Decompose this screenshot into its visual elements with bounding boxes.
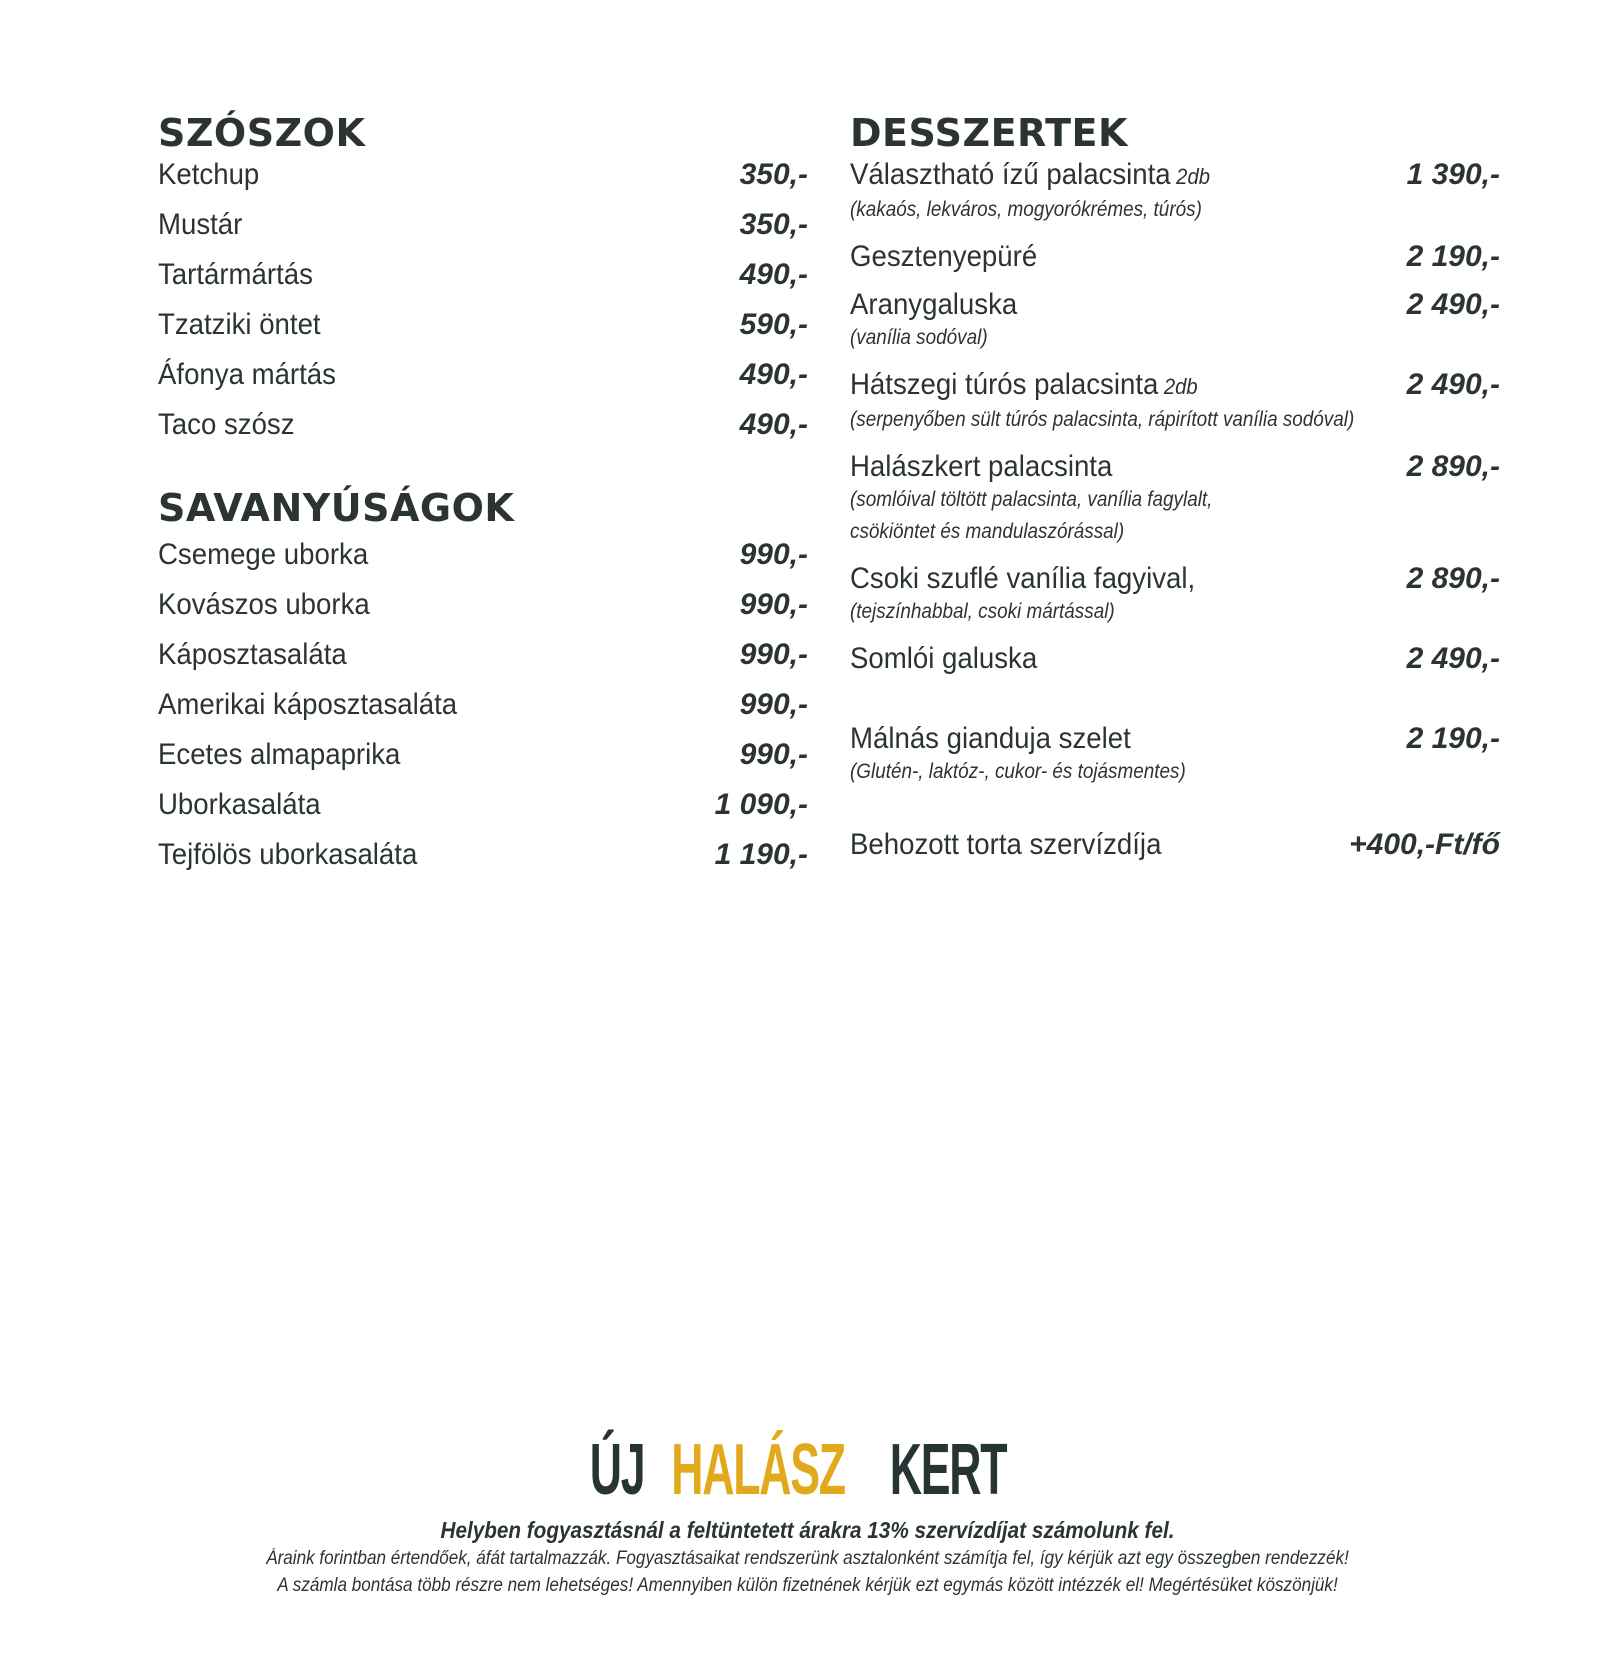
item-name: Tzatziki öntet <box>158 308 321 341</box>
item-price: 350,- <box>739 158 808 191</box>
item-price: 2 190,- <box>1406 722 1500 755</box>
menu-item <box>158 158 808 208</box>
item-name: Aranygaluska <box>850 288 1018 321</box>
sauces-heading: SZÓSZOK <box>158 111 366 155</box>
item-price: 1 090,- <box>714 788 808 821</box>
item-name: Málnás gianduja szelet <box>850 722 1131 755</box>
item-price: 2 890,- <box>1406 450 1500 483</box>
menu-item <box>850 158 1500 240</box>
item-price: 990,- <box>739 688 808 721</box>
item-note: (Glutén-, laktóz-, cukor- és tojásmentes) <box>850 760 1186 783</box>
right-column <box>850 108 1500 876</box>
menu-item <box>158 308 808 358</box>
item-price: 2 890,- <box>1406 562 1500 595</box>
logo-part-kert: KERT <box>889 1430 1006 1510</box>
item-note: (vanília sodóval) <box>850 326 988 349</box>
item-name: Amerikai káposztasaláta <box>158 688 458 721</box>
item-name: Kovászos uborka <box>158 588 370 621</box>
menu-item <box>158 588 808 638</box>
item-name: Halászkert palacsinta <box>850 450 1113 483</box>
pickles-list <box>158 538 808 888</box>
sauces-list <box>158 158 808 458</box>
item-price: 2 490,- <box>1406 368 1500 401</box>
item-price: 1 190,- <box>714 838 808 871</box>
menu-item <box>158 408 808 458</box>
item-note: (kakaós, lekváros, mogyorókrémes, túrós) <box>850 198 1202 221</box>
item-name: Ecetes almapaprika <box>158 738 401 771</box>
left-column <box>158 108 808 888</box>
item-name: Áfonya mártás <box>158 358 336 391</box>
item-name: Ketchup <box>158 158 260 191</box>
service-fee-label: Behozott torta szervízdíja <box>850 828 1162 861</box>
item-price: 490,- <box>739 408 808 441</box>
item-price: 990,- <box>739 638 808 671</box>
logo-part-halasz: HALÁSZ <box>670 1430 845 1510</box>
menu-item <box>850 562 1500 642</box>
menu-item <box>158 538 808 588</box>
pickles-heading: SAVANYÚSÁGOK <box>158 486 515 530</box>
footer-notice <box>0 1515 1615 1599</box>
service-charge-notice: Helyben fogyasztásnál a feltüntetett árakra 13% szervízdíjat számolunk fel. <box>440 1517 1175 1543</box>
service-fee-row <box>850 828 1500 876</box>
menu-item <box>850 368 1500 450</box>
item-name: Somlói galuska <box>850 642 1038 675</box>
item-price: 990,- <box>739 538 808 571</box>
item-price: 2 190,- <box>1406 240 1500 273</box>
brand-logo <box>0 1430 1615 1510</box>
item-price: 2 490,- <box>1406 642 1500 675</box>
menu-item <box>158 838 808 888</box>
menu-item <box>158 358 808 408</box>
menu-item <box>850 722 1500 828</box>
bill-split-notice: A számla bontása több részre nem lehetséges! Amennyiben külön fizetnének kérjük ezt egymás között intézzék el! Megértésüket köszönjük! <box>277 1575 1338 1596</box>
item-price: 590,- <box>739 308 808 341</box>
desserts-heading: DESSZERTEK <box>850 111 1128 155</box>
menu-item <box>850 642 1500 722</box>
item-price: 990,- <box>739 738 808 771</box>
pricing-notice: Áraink forintban értendőek, áfát tartalmazzák. Fogyasztásaikat rendszerünk asztalonként számítja fel, így kérjük azt egy összegben rendezzék! <box>266 1548 1349 1569</box>
item-name: Választható ízű palacsinta 2db <box>850 158 1210 191</box>
item-name: Mustár <box>158 208 243 241</box>
item-name: Csoki szuflé vanília fagyival, <box>850 562 1196 595</box>
item-note: (serpenyőben sült túrós palacsinta, rápirított vanília sodóval) <box>850 408 1355 431</box>
item-quantity: 2db <box>1163 374 1198 399</box>
menu-item <box>158 638 808 688</box>
service-fee-price: +400,-Ft/fő <box>1349 828 1500 861</box>
item-quantity: 2db <box>1176 164 1210 189</box>
item-price: 490,- <box>739 358 808 391</box>
item-name: Csemege uborka <box>158 538 369 571</box>
desserts-list <box>850 158 1500 876</box>
item-price: 2 490,- <box>1406 288 1500 321</box>
logo-part-uj: ÚJ <box>590 1430 645 1510</box>
menu-item <box>158 788 808 838</box>
item-name: Tartármártás <box>158 258 313 291</box>
item-name: Uborkasaláta <box>158 788 321 821</box>
item-price: 350,- <box>739 208 808 241</box>
item-price: 1 390,- <box>1406 158 1500 191</box>
menu-item <box>158 688 808 738</box>
menu-item <box>850 240 1500 288</box>
item-note-continued: csökiöntet és mandulaszórással) <box>850 520 1125 543</box>
item-name: Taco szósz <box>158 408 295 441</box>
item-name: Káposztasaláta <box>158 638 347 671</box>
item-price: 990,- <box>739 588 808 621</box>
menu-item <box>850 450 1500 562</box>
menu-item <box>850 288 1500 368</box>
item-name: Tejfölös uborkasaláta <box>158 838 418 871</box>
item-note: (tejszínhabbal, csoki mártással) <box>850 600 1115 623</box>
item-name: Hátszegi túrós palacsinta 2db <box>850 368 1198 401</box>
item-note: (somlóival töltött palacsinta, vanília fagylalt, <box>850 488 1213 511</box>
menu-item <box>158 738 808 788</box>
menu-item <box>158 258 808 308</box>
menu-item <box>158 208 808 258</box>
item-price: 490,- <box>739 258 808 291</box>
item-name: Gesztenyepüré <box>850 240 1038 273</box>
